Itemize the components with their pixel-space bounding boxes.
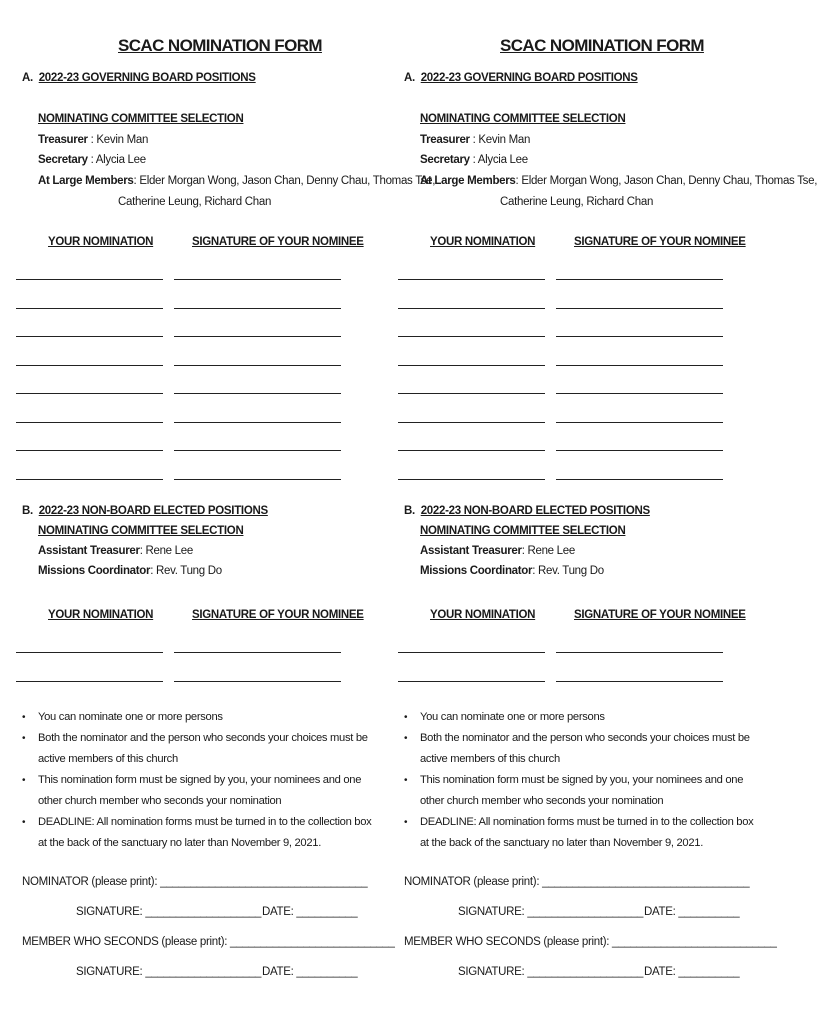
section-b-letter: B. bbox=[22, 505, 33, 517]
nominee-signature-line[interactable] bbox=[556, 479, 723, 480]
nomination-line[interactable] bbox=[16, 365, 163, 366]
section-a-letter: A. bbox=[22, 72, 33, 84]
asst-treasurer-label: Assistant Treasurer bbox=[38, 545, 140, 557]
secretary-label: Secretary bbox=[38, 154, 88, 166]
your-nomination-header: YOUR NOMINATION bbox=[48, 609, 154, 621]
nomination-line[interactable] bbox=[398, 422, 545, 423]
section-a-heading bbox=[22, 72, 256, 84]
nominee-signature-line[interactable] bbox=[174, 393, 341, 394]
nomination-form-right bbox=[390, 0, 817, 1024]
missions-value: : Rev. Tung Do bbox=[532, 565, 604, 577]
signature-nominee-header: SIGNATURE OF YOUR NOMINEE bbox=[192, 236, 364, 248]
nomination-line[interactable] bbox=[16, 450, 163, 451]
committee-heading-a: NOMINATING COMMITTEE SELECTION bbox=[38, 113, 244, 125]
nominator-date-field[interactable]: DATE: __________ bbox=[644, 906, 740, 918]
nominee-signature-line[interactable] bbox=[174, 365, 341, 366]
section-b-title: 2022-23 NON-BOARD ELECTED POSITIONS bbox=[38, 505, 268, 517]
section-b-heading bbox=[404, 505, 650, 517]
instruction-item: • You can nominate one or more persons bbox=[404, 707, 754, 728]
seconder-date-field[interactable]: DATE: __________ bbox=[644, 966, 740, 978]
nomination-line[interactable] bbox=[398, 336, 545, 337]
at-large-line-cont: Catherine Leung, Richard Chan bbox=[500, 196, 654, 208]
instruction-item: • DEADLINE: All nomination forms must be turned in to the collection box at the back of the sanctuary no later than November 9, 2021. bbox=[404, 812, 754, 854]
asst-treasurer-line bbox=[420, 545, 575, 557]
at-large-value: : Elder Morgan Wong, Jason Chan, Denny Chau, Thomas Tse, bbox=[515, 175, 817, 187]
form-title: SCAC NOMINATION FORM bbox=[500, 36, 704, 55]
nominee-signature-line[interactable] bbox=[174, 308, 341, 309]
nomination-line[interactable] bbox=[16, 479, 163, 480]
at-large-line bbox=[420, 175, 817, 187]
bullet-icon: • bbox=[404, 775, 408, 786]
nominee-signature-line[interactable] bbox=[556, 365, 723, 366]
secretary-value: : Alycia Lee bbox=[87, 154, 146, 166]
nomination-line[interactable] bbox=[16, 336, 163, 337]
nominee-signature-line[interactable] bbox=[174, 479, 341, 480]
section-a-title: 2022-23 GOVERNING BOARD POSITIONS bbox=[420, 72, 638, 84]
nomination-line[interactable] bbox=[398, 479, 545, 480]
nominator-signature-field[interactable]: SIGNATURE: ___________________ bbox=[76, 906, 262, 918]
treasurer-line bbox=[420, 134, 530, 146]
nominee-signature-line[interactable] bbox=[174, 652, 341, 653]
nomination-line[interactable] bbox=[398, 652, 545, 653]
at-large-line-cont: Catherine Leung, Richard Chan bbox=[118, 196, 272, 208]
secretary-label: Secretary bbox=[420, 154, 470, 166]
missions-value: : Rev. Tung Do bbox=[150, 565, 222, 577]
bullet-icon: • bbox=[22, 817, 26, 828]
instruction-item: • DEADLINE: All nomination forms must be turned in to the collection box at the back of the sanctuary no later than November 9, 2021. bbox=[22, 812, 372, 854]
bullet-icon: • bbox=[22, 733, 26, 744]
nominee-signature-line[interactable] bbox=[174, 681, 341, 682]
seconder-field[interactable]: MEMBER WHO SECONDS (please print): ___________________________ bbox=[404, 936, 777, 948]
nominator-signature-field[interactable]: SIGNATURE: ___________________ bbox=[458, 906, 644, 918]
nomination-line[interactable] bbox=[398, 279, 545, 280]
nomination-line[interactable] bbox=[398, 308, 545, 309]
nominee-signature-line[interactable] bbox=[556, 279, 723, 280]
at-large-label: At Large Members bbox=[420, 175, 516, 187]
secretary-line bbox=[420, 154, 528, 166]
secretary-line bbox=[38, 154, 146, 166]
instruction-item: • This nomination form must be signed by you, your nominees and one other church member who seconds your nomination bbox=[22, 770, 372, 812]
at-large-value: : Elder Morgan Wong, Jason Chan, Denny Chau, Thomas Tse, bbox=[133, 175, 436, 187]
seconder-field[interactable]: MEMBER WHO SECONDS (please print): ___________________________ bbox=[22, 936, 395, 948]
signature-nominee-header: SIGNATURE OF YOUR NOMINEE bbox=[192, 609, 364, 621]
nomination-line[interactable] bbox=[16, 422, 163, 423]
treasurer-line bbox=[38, 134, 148, 146]
nomination-form-left bbox=[8, 0, 436, 1024]
nominator-field[interactable]: NOMINATOR (please print): __________________________________ bbox=[404, 876, 750, 888]
nominee-signature-line[interactable] bbox=[556, 393, 723, 394]
nominee-signature-line[interactable] bbox=[174, 279, 341, 280]
treasurer-label: Treasurer bbox=[420, 134, 470, 146]
section-b-title: 2022-23 NON-BOARD ELECTED POSITIONS bbox=[420, 505, 650, 517]
signature-nominee-header: SIGNATURE OF YOUR NOMINEE bbox=[574, 236, 746, 248]
section-b-heading bbox=[22, 505, 268, 517]
missions-label: Missions Coordinator bbox=[420, 565, 533, 577]
nominee-signature-line[interactable] bbox=[556, 681, 723, 682]
missions-line bbox=[38, 565, 222, 577]
instruction-item: • This nomination form must be signed by you, your nominees and one other church member who seconds your nomination bbox=[404, 770, 754, 812]
nominator-date-field[interactable]: DATE: __________ bbox=[262, 906, 358, 918]
treasurer-value: : Kevin Man bbox=[87, 134, 149, 146]
your-nomination-header: YOUR NOMINATION bbox=[430, 609, 536, 621]
asst-treasurer-value: : Rene Lee bbox=[139, 545, 193, 557]
at-large-label: At Large Members bbox=[38, 175, 134, 187]
nomination-line[interactable] bbox=[16, 308, 163, 309]
nominee-signature-line[interactable] bbox=[174, 422, 341, 423]
nominator-field[interactable]: NOMINATOR (please print): __________________________________ bbox=[22, 876, 368, 888]
committee-heading-b: NOMINATING COMMITTEE SELECTION bbox=[420, 525, 626, 537]
bullet-icon: • bbox=[22, 775, 26, 786]
missions-line bbox=[420, 565, 604, 577]
secretary-value: : Alycia Lee bbox=[469, 154, 528, 166]
nomination-line[interactable] bbox=[16, 652, 163, 653]
asst-treasurer-line bbox=[38, 545, 193, 557]
nomination-line[interactable] bbox=[16, 279, 163, 280]
nominee-signature-line[interactable] bbox=[174, 450, 341, 451]
your-nomination-header: YOUR NOMINATION bbox=[430, 236, 536, 248]
asst-treasurer-value: : Rene Lee bbox=[521, 545, 575, 557]
nomination-line[interactable] bbox=[398, 365, 545, 366]
instruction-item: • Both the nominator and the person who seconds your choices must be active members of this church bbox=[22, 728, 372, 770]
section-b-letter: B. bbox=[404, 505, 415, 517]
nomination-line[interactable] bbox=[398, 450, 545, 451]
treasurer-value: : Kevin Man bbox=[469, 134, 531, 146]
section-a-letter: A. bbox=[404, 72, 415, 84]
nominee-signature-line[interactable] bbox=[556, 450, 723, 451]
committee-heading-b: NOMINATING COMMITTEE SELECTION bbox=[38, 525, 244, 537]
seconder-signature-field[interactable]: SIGNATURE: ___________________ bbox=[76, 966, 262, 978]
nominee-signature-line[interactable] bbox=[556, 652, 723, 653]
bullet-icon: • bbox=[22, 712, 26, 723]
seconder-date-field[interactable]: DATE: __________ bbox=[262, 966, 358, 978]
committee-heading-a: NOMINATING COMMITTEE SELECTION bbox=[420, 113, 626, 125]
missions-label: Missions Coordinator bbox=[38, 565, 151, 577]
instruction-item: • Both the nominator and the person who seconds your choices must be active members of this church bbox=[404, 728, 754, 770]
bullet-icon: • bbox=[404, 733, 408, 744]
seconder-signature-field[interactable]: SIGNATURE: ___________________ bbox=[458, 966, 644, 978]
nomination-line[interactable] bbox=[16, 681, 163, 682]
at-large-line bbox=[38, 175, 435, 187]
nominee-signature-line[interactable] bbox=[556, 308, 723, 309]
asst-treasurer-label: Assistant Treasurer bbox=[420, 545, 522, 557]
section-a-heading bbox=[404, 72, 638, 84]
nomination-line[interactable] bbox=[398, 393, 545, 394]
nomination-line[interactable] bbox=[16, 393, 163, 394]
nominee-signature-line[interactable] bbox=[174, 336, 341, 337]
bullet-icon: • bbox=[404, 712, 408, 723]
instructions-list bbox=[404, 707, 754, 854]
nominee-signature-line[interactable] bbox=[556, 336, 723, 337]
bullet-icon: • bbox=[404, 817, 408, 828]
instruction-item: • You can nominate one or more persons bbox=[22, 707, 372, 728]
treasurer-label: Treasurer bbox=[38, 134, 88, 146]
nominee-signature-line[interactable] bbox=[556, 422, 723, 423]
signature-nominee-header: SIGNATURE OF YOUR NOMINEE bbox=[574, 609, 746, 621]
nomination-line[interactable] bbox=[398, 681, 545, 682]
instructions-list bbox=[22, 707, 372, 854]
section-a-title: 2022-23 GOVERNING BOARD POSITIONS bbox=[38, 72, 256, 84]
your-nomination-header: YOUR NOMINATION bbox=[48, 236, 154, 248]
form-title: SCAC NOMINATION FORM bbox=[118, 36, 322, 55]
